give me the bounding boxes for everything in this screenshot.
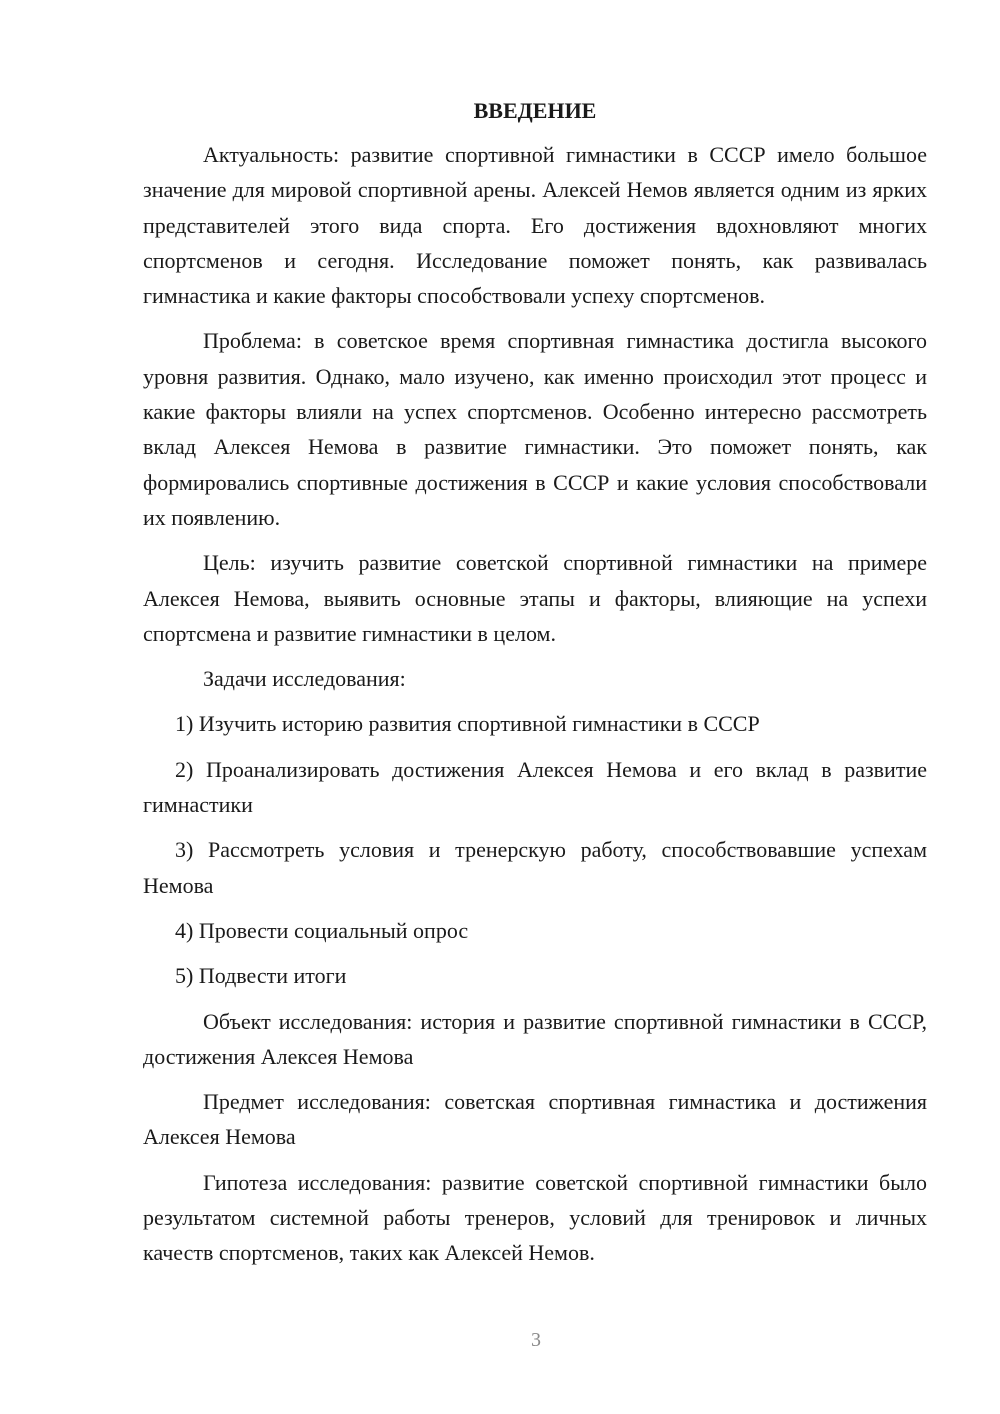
task-item-3: 3) Рассмотреть условия и тренерскую работу, способствовавшие успехам Немова (143, 837, 927, 898)
task-item-5: 5) Подвести итоги (175, 963, 347, 989)
paragraph-goal: Цель: изучить развитие советской спортивной гимнастики на примере Алексея Немова, выявить основные этапы и факторы, влияющие на успехи спортсмена и развитие гимнастики в целом. (143, 550, 927, 646)
task-item-4: 4) Провести социальный опрос (175, 917, 469, 943)
section-heading: ВВЕДЕНИЕ (473, 98, 597, 123)
paragraph-object: Объект исследования: история и развитие спортивной гимнастики в СССР, достижения Алексея Немова (143, 1008, 927, 1069)
tasks-title: Задачи исследования: (203, 666, 406, 692)
task-item-1: 1) Изучить историю развития спортивной гимнастики в СССР (175, 711, 760, 737)
paragraph-subject: Предмет исследования: советская спортивная гимнастика и достижения Алексея Немова (143, 1089, 927, 1150)
task-item-2: 2) Проанализировать достижения Алексея Немова и его вклад в развитие гимнастики (143, 756, 927, 818)
paragraph-hypothesis: Гипотеза исследования: развитие советской спортивной гимнастики было результатом системной работы тренеров, условий для тренировок и личных качеств спортсменов, таких как Алексей Немов. (143, 1169, 927, 1266)
paragraph-problem: Проблема: в советское время спортивная гимнастика достигла высокого уровня развития. Однако, мало изучено, как именно происходил этот процесс и какие факторы влияли на успех спортсменов. Особенно интересно рассмотреть вклад Алексея Немова в развитие гимнастики. Это поможет понять, как формировались спортивные достижения в СССР и какие условия способствовали их появлению. (143, 328, 927, 530)
paragraph-relevance: Актуальность: развитие спортивной гимнастики в СССР имело большое значение для мировой спортивной арены. Алексей Немов является одним из ярких представителей этого вида спорта. Его достижения вдохновляют многих спортсменов и сегодня. Исследование поможет понять, как развивалась гимнастика и какие факторы способствовали успеху спортсменов. (143, 142, 927, 309)
page-number: 3 (531, 1329, 541, 1351)
document-body (143, 95, 927, 1281)
